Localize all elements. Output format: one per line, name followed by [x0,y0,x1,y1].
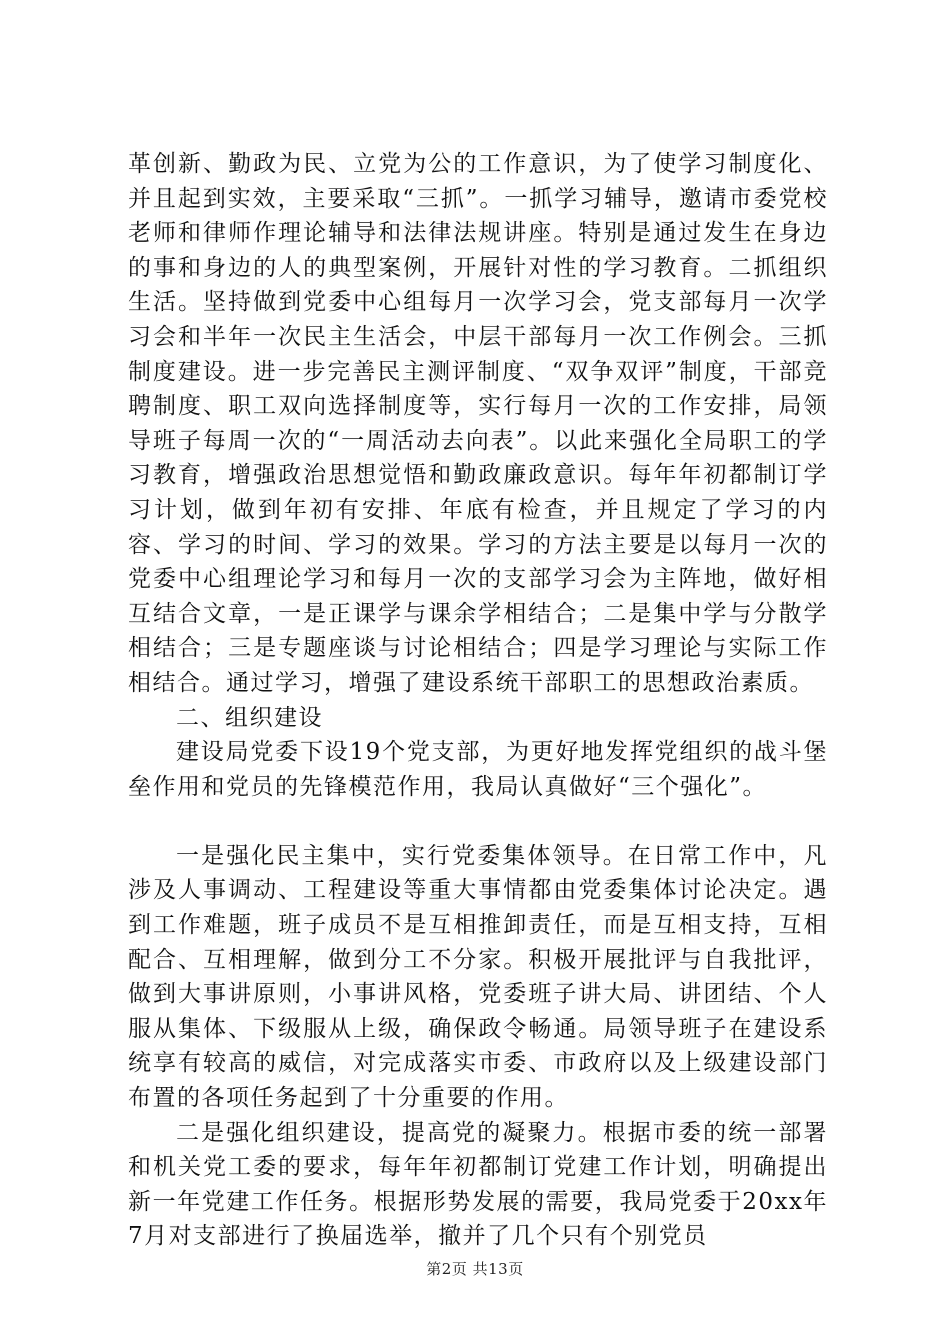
page-number-footer: 第2页 共13页 [426,1260,524,1278]
paragraph-organization-building: 二是强化组织建设，提高党的凝聚力。根据市委的统一部署和机关党工委的要求，每年年初都制订党建工作计划，明确提出新一年党建工作任务。根据形势发展的需要，我局党委于20xx年7月对支部进行了换届选举，撤并了几个只有个别党员 [128,1119,828,1250]
section-heading-organization: 二、组织建设 [176,704,323,731]
paragraph-democratic-centralism: 一是强化民主集中，实行党委集体领导。在日常工作中，凡涉及人事调动、工程建设等重大事情都由党委集体讨论决定。遇到工作难题，班子成员不是互相推卸责任，而是互相支持，互相配合、互相理解，做到分工不分家。积极开展批评与自我批评，做到大事讲原则，小事讲风格，党委班子讲大局、讲团结、个人服从集体、下级服从上级，确保政令畅通。局领导班子在建设系统享有较高的威信，对完成落实市委、市政府以及上级建设部门布置的各项任务起到了十分重要的作用。 [128,842,828,1112]
paragraph-party-branches: 建设局党委下设19个党支部，为更好地发挥党组织的战斗堡垒作用和党员的先锋模范作用，我局认真做好“三个强化”。 [128,739,828,800]
document-body [128,147,828,1254]
paragraph-study-system: 革创新、勤政为民、立党为公的工作意识，为了使学习制度化、并且起到实效，主要采取“三抓”。一抓学习辅导，邀请市委党校老师和律师作理论辅导和法律法规讲座。特别是通过发生在身边的事和身边的人的典型案例，开展针对性的学习教育。二抓组织生活。坚持做到党委中心组每月一次学习会，党支部每月一次学习会和半年一次民主生活会，中层干部每月一次工作例会。三抓制度建设。进一步完善民主测评制度、“双争双评”制度，干部竞聘制度、职工双向选择制度等，实行每月一次的工作安排，局领导班子每周一次的“一周活动去向表”。以此来强化全局职工的学习教育，增强政治思想觉悟和勤政廉政意识。每年年初都制订学习计划，做到年初有安排、年底有检查，并且规定了学习的内容、学习的时间、学习的效果。学习的方法主要是以每月一次的党委中心组理论学习和每月一次的支部学习会为主阵地，做好相互结合文章，一是正课学与课余学相结合；二是集中学与分散学相结合；三是专题座谈与讨论相结合；四是学习理论与实际工作相结合。通过学习，增强了建设系统干部职工的思想政治素质。 [128,151,828,696]
